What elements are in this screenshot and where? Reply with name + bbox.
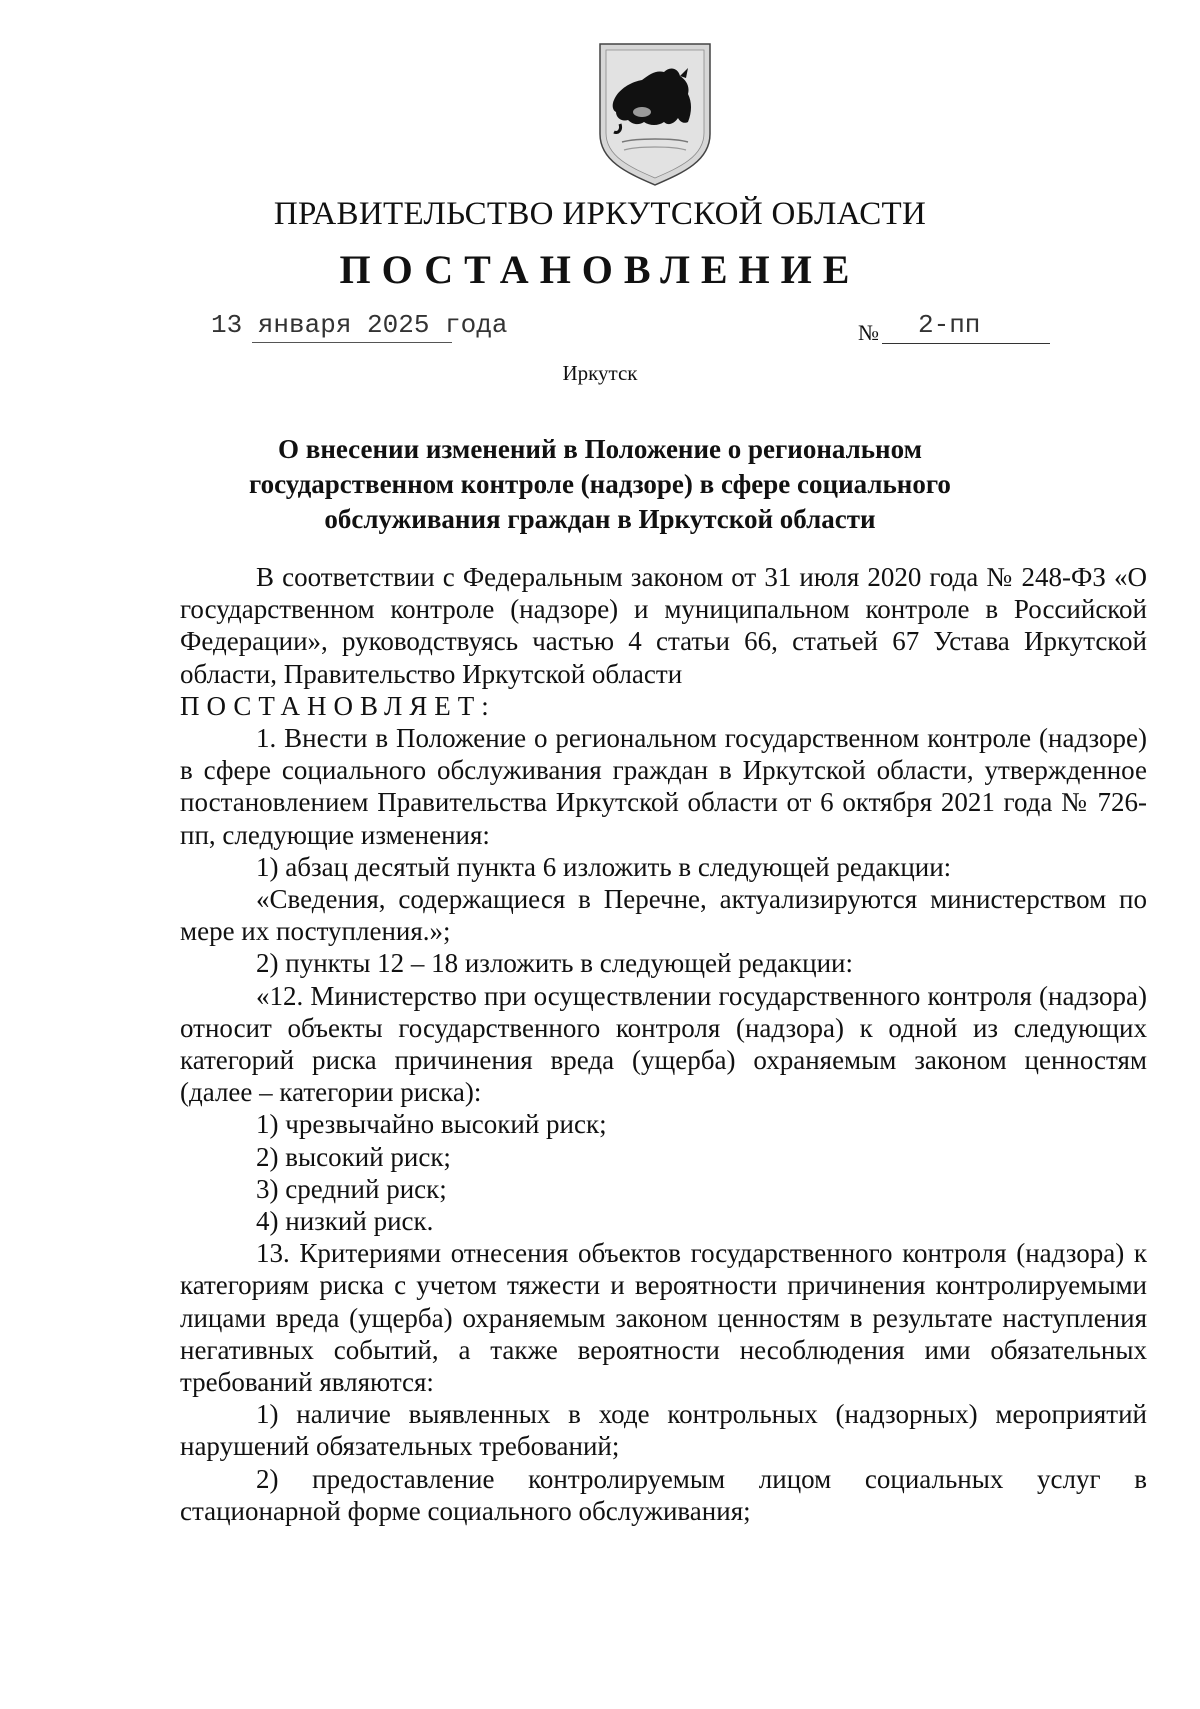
- document-type-heading: ПОСТАНОВЛЕНИЕ: [339, 247, 861, 292]
- paragraph-point-12: «12. Министерство при осуществлении государственного контроля (надзора) относит объекты государственного контроля (надзора) к одной из следующих категорий риска причинения вреда (ущерба) охраняемым законом ценностям (далее – категории риска):: [180, 980, 1147, 1108]
- risk-category-2: 2) высокий риск;: [256, 1141, 451, 1172]
- risk-category-3: 3) средний риск;: [256, 1173, 447, 1204]
- number-underline: [882, 343, 1050, 344]
- preamble-paragraph: В соответствии с Федеральным законом от 31 июля 2020 года № 248-ФЗ «О государственном контроле (надзоре) и муниципальном контроле в Российской Федерации», руководствуясь частью 4 статьи 66, статьей 67 Устава Иркутской области, Правительство Иркутской области: [180, 562, 1147, 689]
- document-number: 2-пп: [918, 310, 981, 340]
- paragraph-point-13: 13. Критериями отнесения объектов государственного контроля (надзора) к категориям риска с учетом тяжести и вероятности причинения контролируемыми лицами вреда (ущерба) охраняемым законом ценностям в результате наступления негативных событий, а также вероятности несоблюдения ими обязательных требований являются:: [180, 1238, 1147, 1398]
- organization-name: ПРАВИТЕЛЬСТВО ИРКУТСКОЙ ОБЛАСТИ: [273, 196, 927, 232]
- coat-of-arms-emblem: [592, 38, 718, 188]
- paragraph-subitem-1: 1) абзац десятый пункта 6 изложить в следующей редакции:: [256, 851, 952, 882]
- date-underline: [252, 342, 452, 343]
- risk-category-1: 1) чрезвычайно высокий риск;: [256, 1109, 607, 1140]
- document-body: [180, 561, 1147, 1527]
- number-sign: №: [858, 320, 879, 345]
- criterion-1: 1) наличие выявленных в ходе контрольных (надзорных) мероприятий нарушений обязательных требований;: [180, 1399, 1147, 1462]
- criterion-2: 2) предоставление контролируемым лицом социальных услуг в стационарной форме социального обслуживания;: [180, 1463, 1147, 1526]
- resolves-word: ПОСТАНОВЛЯЕТ:: [180, 690, 496, 721]
- paragraph-item-1: 1. Внести в Положение о региональном государственном контроле (надзоре) в сфере социального обслуживания граждан в Иркутской области, утвержденное постановлением Правительства Иркутской области от 6 октября 2021 года № 726-пп, следующие изменения:: [180, 723, 1147, 850]
- paragraph-subitem-2: 2) пункты 12 – 18 изложить в следующей редакции:: [256, 948, 854, 979]
- risk-category-4: 4) низкий риск.: [256, 1206, 434, 1237]
- paragraph-quote-1: «Сведения, содержащиеся в Перечне, актуализируются министерством по мере их поступления.»;: [180, 884, 1147, 947]
- document-city: Иркутск: [562, 361, 638, 385]
- document-title: О внесении изменений в Положение о региональном государственном контроле (надзоре) в сфере социального обслуживания граждан в Иркутской области: [249, 434, 951, 534]
- document-date: 13 января 2025 года: [211, 310, 508, 340]
